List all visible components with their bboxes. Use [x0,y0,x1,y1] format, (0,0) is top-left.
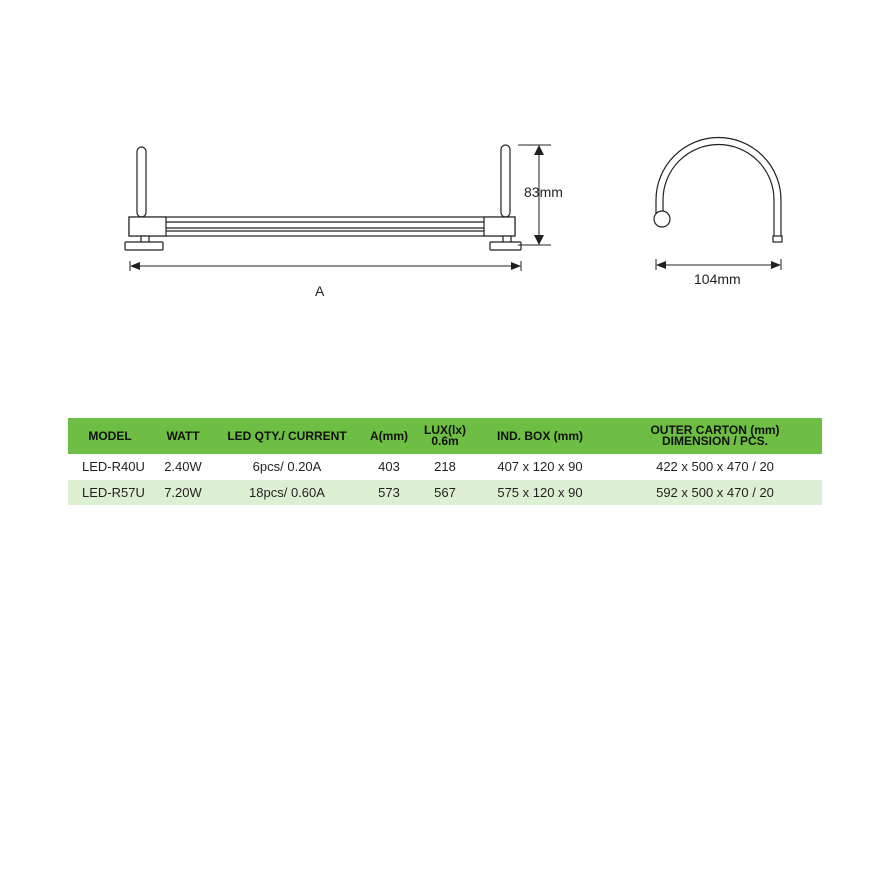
side-view [654,138,782,243]
cell-watt: 2.40W [152,454,214,480]
width-dimension [656,259,781,270]
header-carton-line1: OUTER CARTON (mm) [650,423,780,437]
header-a: A(mm) [370,428,408,443]
left-foot-base [125,242,163,250]
arch-foot [773,236,782,242]
cell-carton: 422 x 500 x 470 / 20 [608,454,822,480]
right-end-cap [484,217,515,236]
header-carton-line2: DIMENSION / PCS. [661,434,768,448]
cell-a: 573 [378,485,400,500]
length-dimension [130,261,521,271]
table-row [68,480,822,506]
height-label: 83mm [524,184,563,200]
right-post [501,145,510,217]
cell-watt: 7.20W [164,485,202,500]
header-watt: WATT [166,428,200,443]
length-label: A [315,283,325,299]
header-lux [418,418,472,454]
table-row [68,454,822,480]
header-box: IND. BOX (mm) [496,428,583,443]
cell-box: 407 x 120 x 90 [472,454,608,480]
cell-carton: 592 x 500 x 470 / 20 [656,485,774,500]
arch-inner [663,145,774,241]
header-lux-line2: 0.6m [431,434,459,448]
width-label: 104mm [694,271,741,287]
cell-a: 403 [360,454,418,480]
cell-led: 6pcs/ 0.20A [214,454,360,480]
lamp-head [654,211,670,227]
left-end-cap [129,217,166,236]
cell-model: LED-R40U [68,454,152,480]
right-foot-base [490,242,521,250]
cell-lux: 567 [434,485,456,500]
cell-model: LED-R57U [82,485,145,500]
header-carton [608,418,822,454]
header-model: MODEL [88,428,132,443]
lamp-bar [129,217,515,236]
cell-box: 575 x 120 x 90 [497,485,583,500]
header-lux-line1: LUX(lx) [424,423,466,437]
cell-led: 18pcs/ 0.60A [249,485,325,500]
left-post [137,147,146,217]
header-led: LED QTY./ CURRENT [227,428,347,443]
spec-table [68,418,822,505]
table-header-row [68,418,822,454]
arch-outer [656,138,781,241]
cell-lux: 218 [418,454,472,480]
front-view [125,145,521,250]
